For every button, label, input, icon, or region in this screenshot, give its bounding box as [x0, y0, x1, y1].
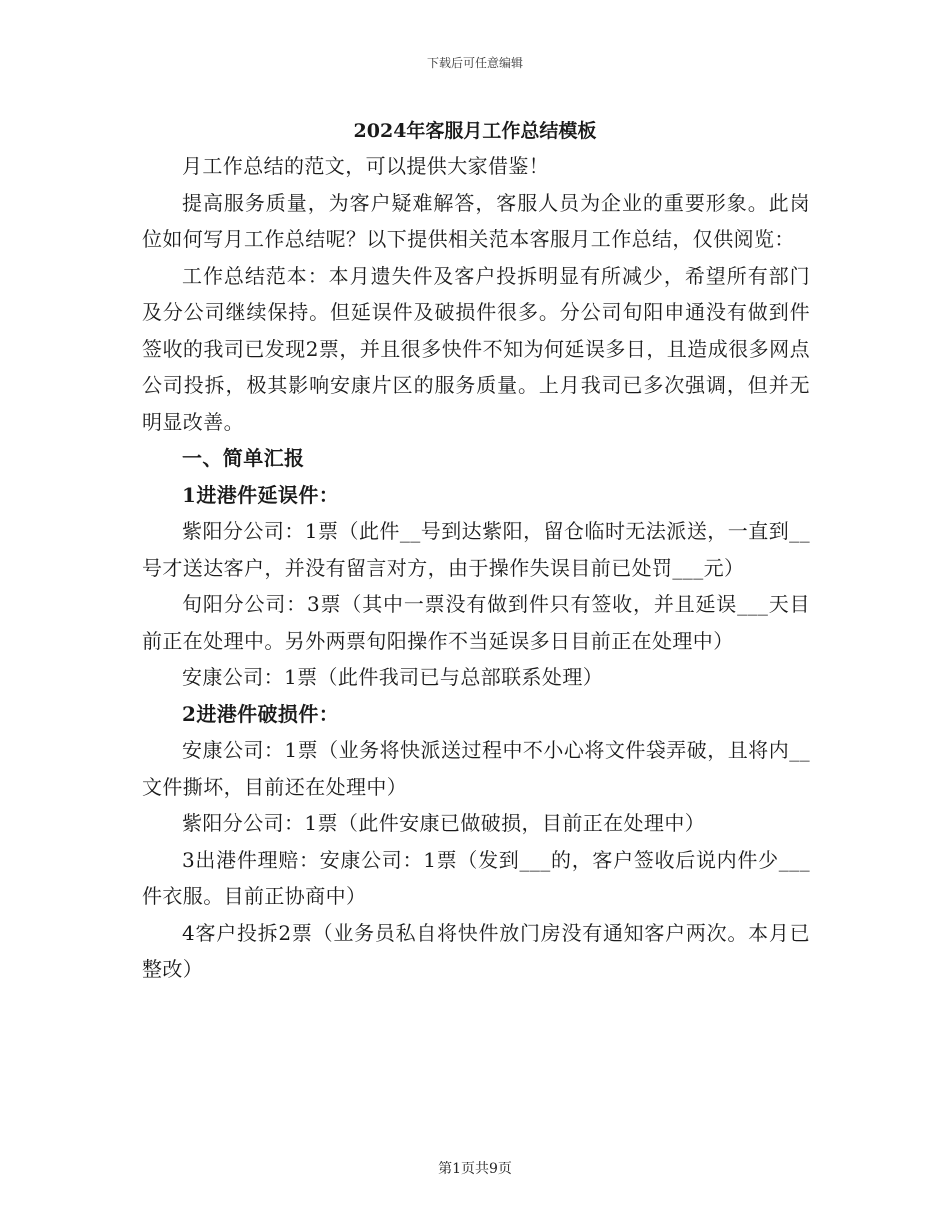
paragraph-outbound-claim: 3出港件理赔：安康公司：1票（发到___的，客户签收后说内件少___件衣服。目前正协商中）: [142, 847, 810, 908]
paragraph-preface: 提高服务质量，为客户疑难解答，客服人员为企业的重要形象。此岗位如何写月工作总结呢？以下提供相关范本客服月工作总结，仅供阅览：: [142, 190, 810, 251]
document-title: 2024年客服月工作总结模板: [353, 120, 597, 142]
paragraph-ziyang-delay: 紫阳分公司：1票（此件__号到达紫阳，留仓临时无法派送，一直到__号才送达客户，并没有留言对方，由于操作失误目前已处罚___元）: [142, 519, 810, 580]
paragraph-ankang-delay: 安康公司：1票（此件我司已与总部联系处理）: [182, 665, 604, 689]
page-header-note: 下载后可任意编辑: [426, 56, 523, 70]
subheading-inbound-delay: 1进港件延误件：: [182, 482, 340, 507]
page-number: 第1页共9页: [438, 1161, 512, 1177]
paragraph-ziyang-damage: 紫阳分公司：1票（此件安康已做破损，目前正在处理中）: [182, 811, 706, 835]
paragraph-intro: 月工作总结的范文，可以提供大家借鉴！: [182, 154, 550, 178]
document-body: [142, 148, 810, 988]
paragraph-summary: 工作总结范本：本月遗失件及客户投拆明显有所减少，希望所有部门及分公司继续保持。但延误件及破损件很多。分公司旬阳申通没有做到件签收的我司已发现2票，并且很多快件不知为何延误多日，且造成很多网点公司投拆，极其影响安康片区的服务质量。上月我司已多次强调，但并无明显改善。: [142, 263, 810, 434]
paragraph-complaints: 4客户投拆2票（业务员私自将快件放门房没有通知客户两次。本月已整改）: [142, 920, 810, 981]
subheading-inbound-damage: 2进港件破损件：: [182, 701, 340, 726]
section-heading-report: 一、简单汇报: [182, 446, 305, 470]
paragraph-xunyang-delay: 旬阳分公司：3票（其中一票没有做到件只有签收，并且延误___天目前正在处理中。另外两票旬阳操作不当延误多日目前正在处理中）: [142, 592, 810, 653]
paragraph-ankang-damage: 安康公司：1票（业务将快派送过程中不小心将文件袋弄破，且将内__文件撕坏，目前还在处理中）: [142, 738, 810, 799]
